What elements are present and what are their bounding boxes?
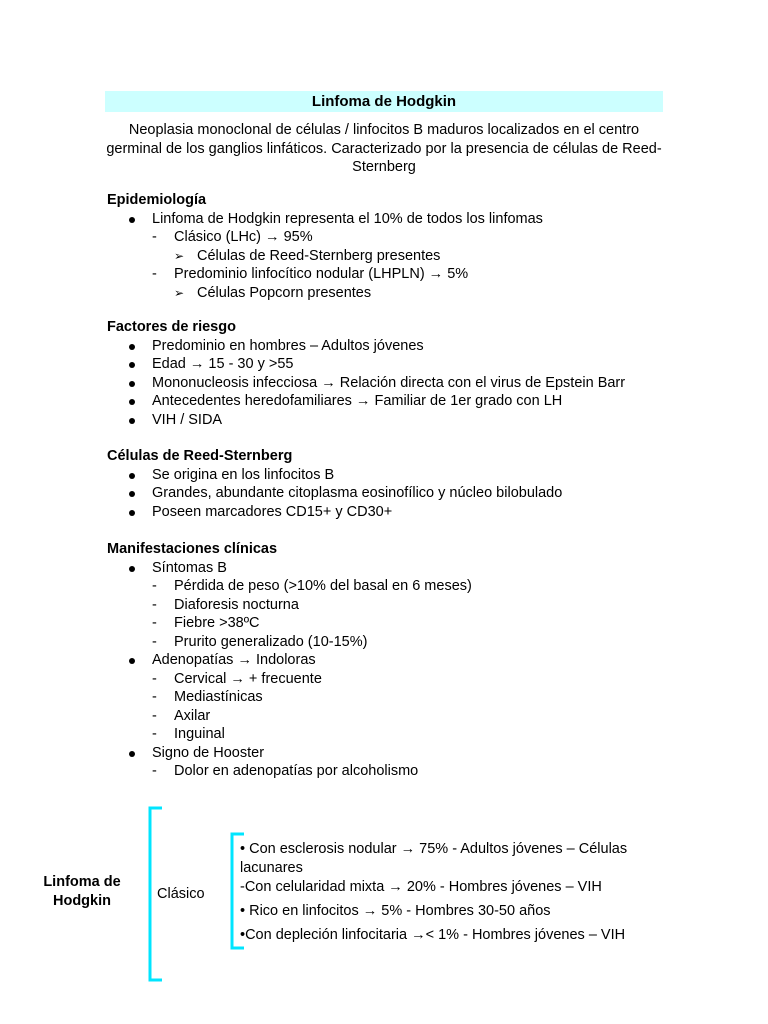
bullet-dot-icon: [129, 381, 135, 387]
diagram-subtypes: [240, 840, 660, 945]
section-title: Factores de riesgo: [107, 319, 236, 335]
list-item: [107, 228, 707, 247]
list-item: [107, 247, 707, 266]
list-item: [107, 210, 707, 229]
page-title: Linfoma de Hodgkin: [105, 91, 663, 112]
dash-icon: -: [152, 633, 157, 650]
section-title: Epidemiología: [107, 192, 207, 208]
bullet-dot-icon: [129, 344, 135, 350]
list-item-text: Poseen marcadores CD15+ y CD30+: [152, 503, 393, 520]
section-list: [107, 559, 707, 781]
bullet-dot-icon: [129, 510, 135, 516]
list-item-text: Prurito generalizado (10-15%): [174, 633, 368, 650]
bullet-icon: [129, 484, 135, 503]
bullet-icon: [129, 411, 135, 430]
dash-icon: -: [152, 229, 157, 245]
diagram-branch-label: Clásico: [157, 886, 205, 902]
bullet-icon: [129, 559, 135, 578]
section-list: [107, 337, 707, 430]
list-item: [107, 651, 707, 670]
list-item-text: Clásico (LHc) → 95%: [174, 229, 313, 245]
bullet-icon: [129, 466, 135, 485]
section-title: Células de Reed-Sternberg: [107, 448, 293, 464]
bullet-dot-icon: [129, 473, 135, 479]
list-item-text: Grandes, abundante citoplasma eosinofílico y núcleo bilobulado: [152, 485, 563, 501]
list-item-text: Antecedentes heredofamiliares → Familiar de 1er grado con LH: [152, 393, 563, 409]
list-item: [107, 744, 707, 763]
bullet-dot-icon: [129, 399, 135, 405]
list-item: [107, 484, 707, 503]
bullet-dot-icon: [129, 217, 135, 223]
bullet-dot-icon: [129, 566, 135, 572]
section-title: Manifestaciones clínicas: [107, 541, 278, 557]
list-item-text: Edad → 15 - 30 y >55: [152, 356, 294, 372]
bullet-icon: [129, 355, 135, 374]
list-item-text: Mononucleosis infecciosa → Relación directa con el virus de Epstein Barr: [152, 374, 626, 391]
list-item: [107, 392, 707, 411]
dash-icon: -: [152, 726, 157, 742]
bullet-icon: [129, 392, 135, 411]
bullet-dot-icon: [129, 751, 135, 757]
list-item: [107, 284, 707, 303]
list-item: [107, 670, 707, 689]
list-item-text: Adenopatías → Indoloras: [152, 652, 316, 668]
list-item-text: Mediastínicas: [174, 689, 263, 705]
list-item: [107, 466, 707, 485]
list-item: [107, 337, 707, 356]
list-item-text: Células Popcorn presentes: [197, 284, 372, 301]
bullet-dot-icon: [129, 491, 135, 497]
list-item-text: Fiebre >38ºC: [174, 615, 260, 631]
list-item-text: Células de Reed-Sternberg presentes: [197, 247, 441, 264]
list-item-text: Axilar: [174, 707, 211, 724]
list-item: [107, 559, 707, 578]
section-factores-riesgo: [107, 318, 707, 429]
list-item: [107, 355, 707, 374]
list-item-text: Se origina en los linfocitos B: [152, 466, 335, 483]
bullet-dot-icon: [129, 658, 135, 664]
dash-icon: -: [152, 615, 157, 631]
arrowhead-icon: ➢: [174, 285, 185, 300]
list-item: [107, 374, 707, 393]
list-item: [107, 596, 707, 615]
bullet-icon: [129, 744, 135, 763]
dash-icon: -: [152, 670, 157, 687]
list-item-text: Inguinal: [174, 726, 225, 742]
arrowhead-icon: ➢: [174, 248, 185, 263]
dash-icon: -: [152, 707, 157, 724]
list-item: [107, 411, 707, 430]
bullet-dot-icon: [129, 362, 135, 368]
diagram-subtype: -Con celularidad mixta → 20% - Hombres jóvenes – VIH: [240, 879, 602, 895]
list-item-text: Cervical → + frecuente: [174, 670, 322, 687]
list-item: [107, 265, 707, 284]
section-manifestaciones: [107, 540, 707, 781]
section-list: [107, 210, 707, 303]
section-epidemiologia: [107, 191, 707, 302]
classification-diagram: [0, 800, 768, 990]
bullet-icon: [129, 651, 135, 670]
intro-paragraph: Neoplasia monoclonal de células / linfocitos B maduros localizados en el centro germinal de los ganglios linfáticos. Caracterizado por la presencia de células de Reed-Sternberg: [106, 122, 662, 175]
bullet-icon: [129, 503, 135, 522]
list-item: [107, 762, 707, 781]
bullet-dot-icon: [129, 418, 135, 424]
list-item: [107, 707, 707, 726]
dash-icon: -: [152, 689, 157, 705]
list-item-text: Linfoma de Hodgkin representa el 10% de todos los linfomas: [152, 210, 543, 227]
diagram-subtype: •Con depleción linfocitaria →< 1% - Hombres jóvenes – VIH: [240, 927, 626, 943]
list-item: [107, 577, 707, 596]
list-item: [107, 614, 707, 633]
list-item-text: Síntomas B: [152, 559, 227, 576]
section-celulas-reed-sternberg: [107, 447, 707, 521]
dash-icon: -: [152, 763, 157, 779]
bullet-icon: [129, 337, 135, 356]
list-item-text: Signo de Hooster: [152, 744, 265, 761]
list-item-text: Predominio linfocítico nodular (LHPLN) → 5%: [174, 266, 469, 282]
diagram-root-label: Linfoma de Hodgkin: [43, 874, 121, 909]
diagram-subtype: • Rico en linfocitos → 5% - Hombres 30-50 años: [240, 903, 551, 919]
list-item-text: Pérdida de peso (>10% del basal en 6 meses): [174, 578, 472, 594]
list-item-text: Dolor en adenopatías por alcoholismo: [174, 763, 419, 779]
list-item: [107, 633, 707, 652]
bullet-icon: [129, 210, 135, 229]
dash-icon: -: [152, 266, 157, 282]
list-item-text: Predominio en hombres – Adultos jóvenes: [152, 337, 424, 354]
list-item: [107, 688, 707, 707]
list-item-text: VIH / SIDA: [152, 411, 223, 428]
dash-icon: -: [152, 578, 157, 594]
list-item: [107, 503, 707, 522]
list-item: [107, 725, 707, 744]
dash-icon: -: [152, 596, 157, 613]
bullet-icon: [129, 374, 135, 393]
diagram-subtype: • Con esclerosis nodular → 75% - Adultos jóvenes – Células lacunares: [240, 841, 628, 876]
section-list: [107, 466, 707, 522]
list-item-text: Diaforesis nocturna: [174, 596, 299, 613]
